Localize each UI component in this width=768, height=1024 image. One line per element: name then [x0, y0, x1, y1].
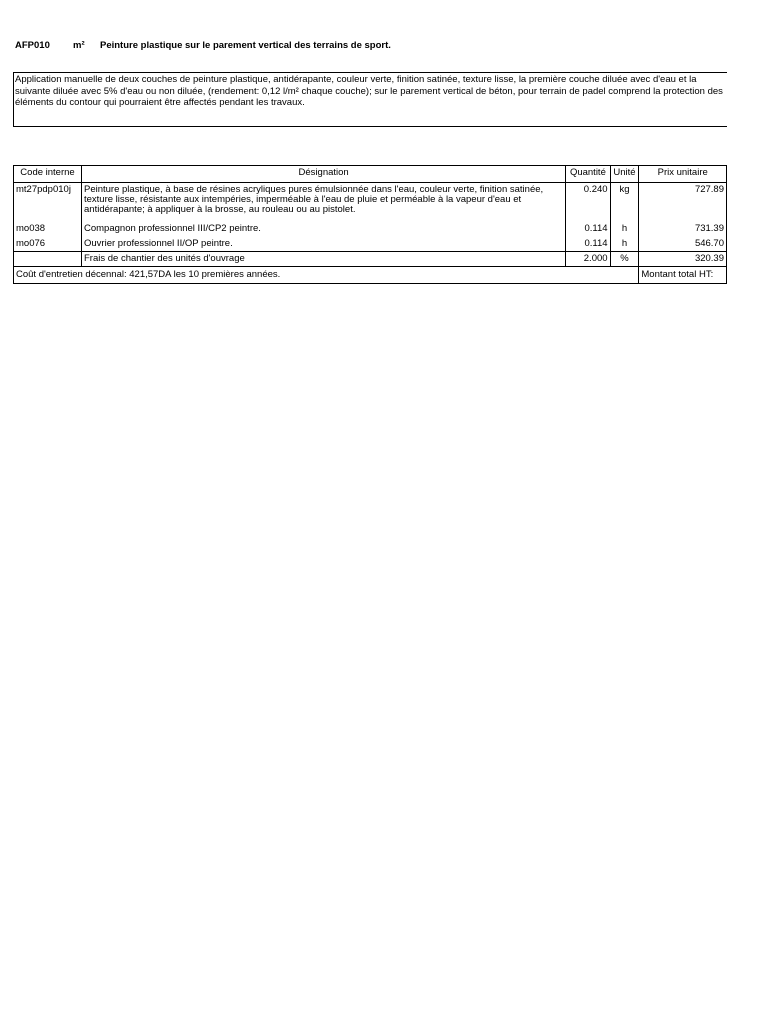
- row-price: 727.89: [639, 183, 727, 220]
- row-price: 320.39: [639, 252, 727, 267]
- header-designation: Désignation: [82, 166, 566, 183]
- row-designation: Ouvrier professionnel II/OP peintre.: [82, 237, 566, 252]
- header-price: Prix unitaire: [639, 166, 727, 183]
- price-breakdown-table: [13, 165, 727, 284]
- row-code: mt27pdp010j: [14, 183, 82, 220]
- row-unit: h: [610, 237, 639, 252]
- row-quantity: 2.000: [566, 252, 610, 267]
- table-row: [14, 183, 727, 220]
- row-quantity: 0.114: [566, 219, 610, 237]
- table-row: [14, 219, 727, 237]
- row-unit: h: [610, 219, 639, 237]
- total-label: Montant total HT:: [639, 267, 727, 284]
- table-row: [14, 237, 727, 252]
- row-designation: Frais de chantier des unités d'ouvrage: [82, 252, 566, 267]
- item-description: Application manuelle de deux couches de peinture plastique, antidérapante, couleur verte, finition satinée, texture lisse, la première couche diluée avec d'eau et la suivante diluée avec 5% d'eau ou non diluée, (rendement: 0,12 l/m² chaque couche); sur le parement vertical de béton, pour terrain de padel comprend la protection des éléments du contour qui pourraient être affectés pendant les travaux.: [13, 72, 727, 127]
- site-costs-row: [14, 252, 727, 267]
- maintenance-cost: Coût d'entretien décennal: 421,57DA les 10 premières années.: [14, 267, 639, 284]
- row-quantity: 0.114: [566, 237, 610, 252]
- item-unit: m²: [73, 40, 85, 51]
- footer-row: [14, 267, 727, 284]
- header-unit: Unité: [610, 166, 639, 183]
- table-header-row: [14, 166, 727, 183]
- row-quantity: 0.240: [566, 183, 610, 220]
- item-code: AFP010: [15, 40, 50, 51]
- row-price: 546.70: [639, 237, 727, 252]
- item-title: Peinture plastique sur le parement vertical des terrains de sport.: [100, 40, 391, 51]
- header-code: Code interne: [14, 166, 82, 183]
- row-designation: Compagnon professionnel III/CP2 peintre.: [82, 219, 566, 237]
- row-code: mo076: [14, 237, 82, 252]
- row-designation: Peinture plastique, à base de résines acryliques pures émulsionnée dans l'eau, couleur verte, finition satinée, texture lisse, résistante aux intempéries, imperméable à l'eau de pluie et perméable à la vapeur d'eau et antidérapante; à appliquer à la brosse, au rouleau ou au pistolet.: [82, 183, 566, 220]
- row-code: [14, 252, 82, 267]
- row-code: mo038: [14, 219, 82, 237]
- row-unit: %: [610, 252, 639, 267]
- header-quantity: Quantité: [566, 166, 610, 183]
- row-unit: kg: [610, 183, 639, 220]
- row-price: 731.39: [639, 219, 727, 237]
